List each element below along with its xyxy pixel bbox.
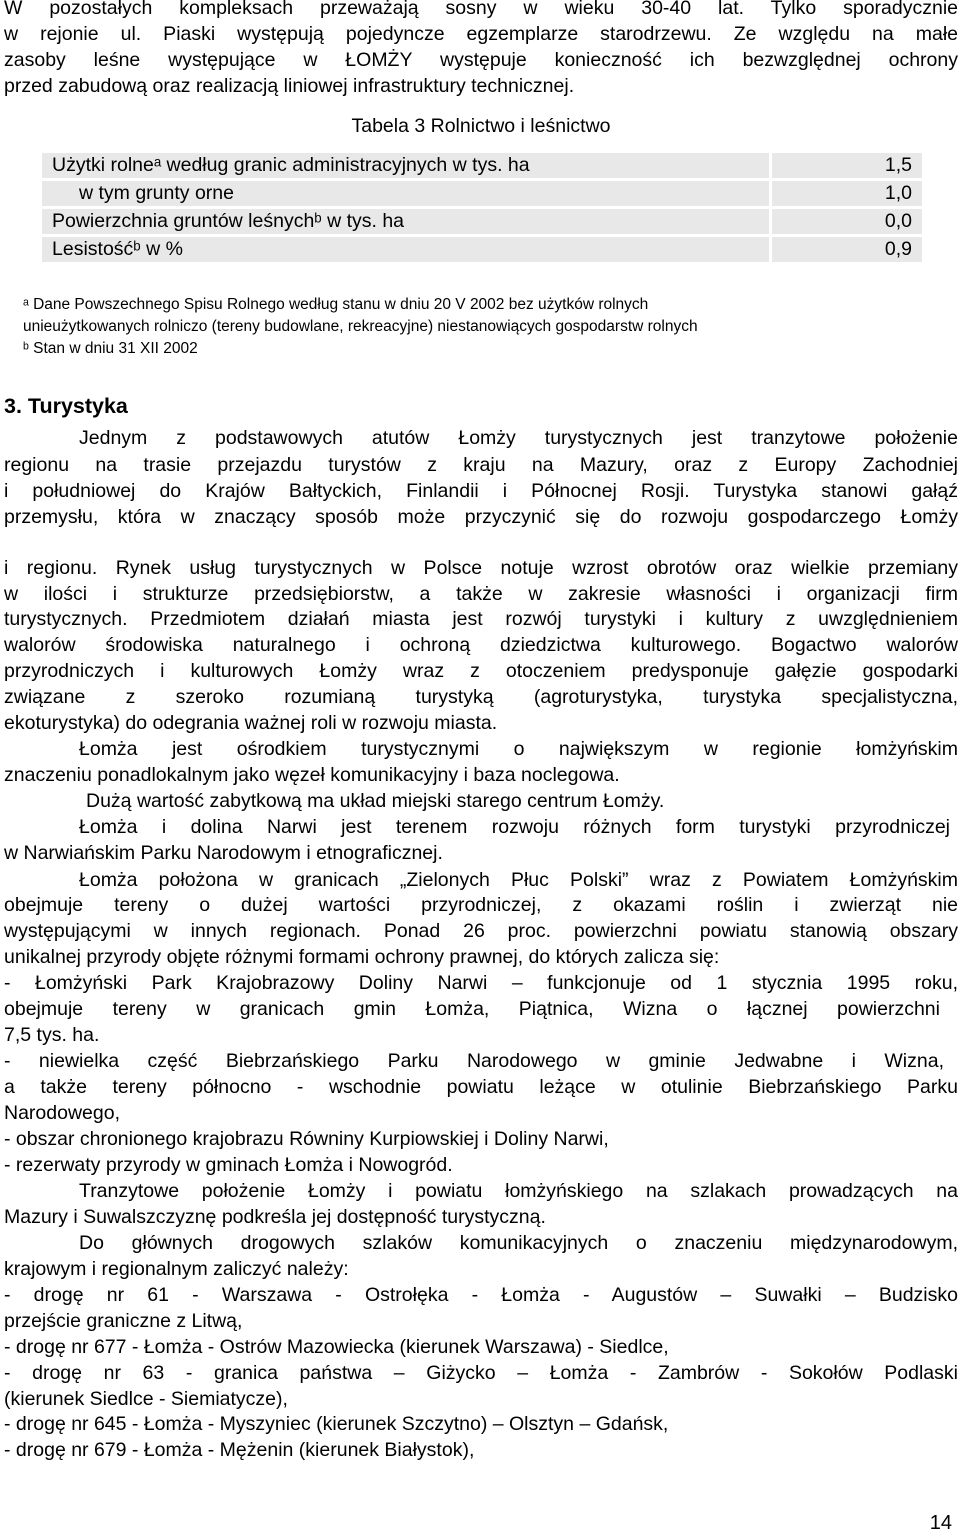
body-line: - drogę nr 645 - Łomża - Myszyniec (kierunek Szczytno) – Olsztyn – Gdańsk, [4, 1413, 669, 1435]
row-label: Lesistośćᵇ w % [42, 237, 769, 262]
body-line: - drogę nr 679 - Łomża - Mężenin (kierunek Białystok), [4, 1439, 475, 1461]
body-line: turystycznych. Przedmiotem działań miasta jest rozwój turystyki i kultury z uwzględnieniem [4, 608, 958, 630]
body-line: krajowym i regionalnym zaliczyć należy: [4, 1258, 349, 1280]
body-line: znaczeniu ponadlokalnym jako węzeł komunikacyjny i baza noclegowa. [4, 764, 620, 786]
body-line: Dużą wartość zabytkową ma układ miejski starego centrum Łomży. [86, 790, 665, 812]
body-line: Łomża jest ośrodkiem turystycznymi o największym w regionie łomżyńskim [79, 738, 958, 760]
body-line: przyrodniczych i kulturowych Łomży wraz z otoczeniem predysponuje gałęzie gospodarki [4, 660, 958, 682]
section-heading: 3. Turystyka [4, 394, 128, 418]
body-line: - Łomżyński Park Krajobrazowy Doliny Narwi – funkcjonuje od 1 stycznia 1995 roku, [4, 972, 958, 994]
body-line: - rezerwaty przyrody w gminach Łomża i Nowogród. [4, 1154, 453, 1176]
table-caption: Tabela 3 Rolnictwo i leśnictwo [351, 115, 611, 137]
intro-line: zasoby leśne występujące w ŁOMŻY występuje konieczność ich bezwzględnej ochrony [4, 49, 958, 71]
footnote-b: ᵇ Stan w dniu 31 XII 2002 [23, 340, 198, 357]
body-line: regionu na trasie przejazdu turystów z kraju na Mazury, oraz z Europy Zachodniej [4, 454, 958, 476]
body-line: w Narwiańskim Parku Narodowym i etnograficznej. [4, 842, 443, 864]
row-label: Użytki rolneᵃ według granic administracyjnych w tys. ha [42, 153, 769, 178]
footnote-a-continued: unieużytkowanych rolniczo (tereny budowlane, rekreacyjne) niestanowiących gospodarstw rolnych [23, 318, 698, 335]
body-line: - drogę nr 677 - Łomża - Ostrów Mazowiecka (kierunek Warszawa) - Siedlce, [4, 1336, 669, 1358]
body-line: przejście graniczne z Litwą, [4, 1310, 243, 1332]
body-line: a także tereny północno - wschodnie powiatu leżące w otulinie Biebrzańskiego Parku [4, 1076, 958, 1098]
body-line: i regionu. Rynek usług turystycznych w Polsce notuje wzrost obrotów oraz wielkie przemiany [4, 557, 958, 579]
table-row [42, 237, 922, 262]
body-line: Do głównych drogowych szlaków komunikacyjnych o znaczeniu międzynarodowym, [79, 1232, 958, 1254]
body-line: 7,5 tys. ha. [4, 1024, 100, 1046]
body-line: - drogę nr 63 - granica państwa – Giżycko – Łomża - Zambrów - Sokołów Podlaski [4, 1362, 958, 1384]
body-line: w ilości i strukturze przedsiębiorstw, a także w zakresie własności i organizacji firm [4, 583, 958, 605]
body-line: Jednym z podstawowych atutów Łomży turystycznych jest tranzytowe położenie [79, 427, 958, 449]
body-line: obejmuje tereny o dużej wartości przyrodniczej, z okazami roślin i zwierząt nie [4, 894, 958, 916]
body-line: ekoturystyka) do odegrania ważnej roli w rozwoju miasta. [4, 712, 498, 734]
body-line: Mazury i Suwalszczyznę podkreśla jej dostępność turystyczną. [4, 1206, 546, 1228]
row-value: 1,0 [769, 181, 922, 206]
row-label: w tym grunty orne [42, 181, 769, 206]
body-line: - drogę nr 61 - Warszawa - Ostrołęka - Łomża - Augustów – Suwałki – Budzisko [4, 1284, 958, 1306]
intro-line: W pozostałych kompleksach przeważają sosny w wieku 30-40 lat. Tylko sporadycznie [4, 0, 958, 19]
body-line: obejmuje tereny w granicach gmin Łomża, Piątnica, Wizna o łącznej powierzchni [4, 998, 940, 1020]
body-line: - obszar chronionego krajobrazu Równiny Kurpiowskiej i Doliny Narwi, [4, 1128, 609, 1150]
page-number: 14 [929, 1512, 952, 1534]
body-line: (kierunek Siedlce - Siemiatycze), [4, 1388, 288, 1410]
body-line: i południowej do Krajów Bałtyckich, Finlandii i Północnej Rosji. Turystyka stanowi gałąź [4, 480, 958, 502]
body-line: Łomża i dolina Narwi jest terenem rozwoju różnych form turystyki przyrodniczej [79, 816, 950, 838]
body-line: związane z szeroko rozumianą turystyką (agroturystyka, turystyka specjalistyczna, [4, 686, 958, 708]
body-line: Łomża położona w granicach „Zielonych Płuc Polski” wraz z Powiatem Łomżyńskim [79, 869, 958, 891]
body-line: Tranzytowe położenie Łomży i powiatu łomżyńskiego na szlakach prowadzących na [79, 1180, 958, 1202]
intro-line: w rejonie ul. Piaski występują pojedyncze egzemplarze starodrzewu. Ze względu na małe [4, 23, 958, 45]
body-line: unikalnej przyrody objęte różnymi formami ochrony prawnej, do których zalicza się: [4, 946, 720, 968]
table-row [42, 209, 922, 234]
body-line: Narodowego, [4, 1102, 120, 1124]
footnote-a: ᵃ Dane Powszechnego Spisu Rolnego według stanu w dniu 20 V 2002 bez użytków rolnych [23, 296, 649, 313]
agriculture-forestry-table [42, 150, 922, 265]
table-row [42, 181, 922, 206]
body-line: występującymi w innych regionach. Ponad 26 proc. powierzchni powiatu stanowią obszary [4, 920, 958, 942]
row-value: 0,9 [769, 237, 922, 262]
intro-line: przed zabudową oraz realizacją liniowej infrastruktury technicznej. [4, 75, 575, 97]
body-line: - niewielka część Biebrzańskiego Parku Narodowego w gminie Jedwabne i Wizna, [4, 1050, 944, 1072]
row-value: 0,0 [769, 209, 922, 234]
row-value: 1,5 [769, 153, 922, 178]
table-row [42, 153, 922, 178]
body-line: przemysłu, która w znaczący sposób może przyczynić się do rozwoju gospodarczego Łomży [4, 506, 958, 528]
body-line: walorów środowiska naturalnego i ochroną dziedzictwa kulturowego. Bogactwo walorów [4, 634, 958, 656]
row-label: Powierzchnia gruntów leśnychᵇ w tys. ha [42, 209, 769, 234]
